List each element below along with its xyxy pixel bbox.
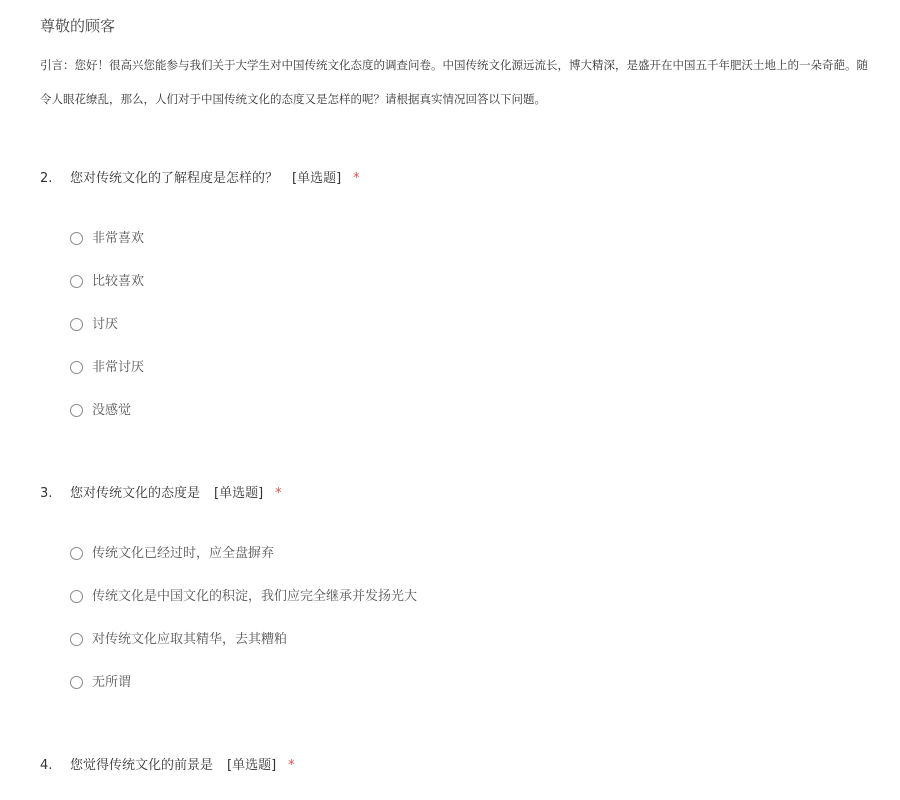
radio-option[interactable]	[70, 272, 144, 315]
question-2	[40, 169, 880, 418]
option-label[interactable]: 讨厌	[92, 317, 119, 332]
radio-option[interactable]	[70, 358, 144, 401]
options-list	[70, 229, 144, 444]
question-number: 3.	[40, 486, 53, 501]
question-text: 您对传统文化的态度是	[70, 486, 201, 501]
intro-text-line-2: 令人眼花缭乱，那么，人们对于中国传统文化的态度又是怎样的呢？请根据真实情况回答以下问题。	[40, 92, 546, 106]
radio-button[interactable]	[70, 232, 83, 245]
question-text: 您觉得传统文化的前景是	[70, 758, 214, 773]
radio-option[interactable]	[70, 587, 417, 630]
question-title	[40, 756, 880, 776]
question-title	[40, 169, 880, 189]
radio-button[interactable]	[70, 275, 83, 288]
radio-button[interactable]	[70, 633, 83, 646]
question-type: [单选题]	[227, 758, 277, 773]
options-list	[70, 544, 417, 716]
question-number: 2.	[40, 171, 53, 186]
question-3	[40, 484, 880, 690]
radio-button[interactable]	[70, 318, 83, 331]
radio-option[interactable]	[70, 544, 417, 587]
radio-option[interactable]	[70, 401, 144, 444]
option-label[interactable]: 非常讨厌	[92, 360, 145, 375]
question-title	[40, 484, 880, 504]
radio-option[interactable]	[70, 229, 144, 272]
option-label[interactable]: 传统文化是中国文化的积淀，我们应完全继承并发扬光大	[92, 589, 418, 604]
radio-option[interactable]	[70, 315, 144, 358]
radio-button[interactable]	[70, 361, 83, 374]
radio-button[interactable]	[70, 590, 83, 603]
option-label[interactable]: 没感觉	[92, 403, 132, 418]
question-4	[40, 756, 880, 776]
question-type: [单选题]	[292, 171, 342, 186]
required-mark: *	[353, 171, 360, 186]
required-mark: *	[288, 758, 295, 773]
required-mark: *	[275, 486, 282, 501]
intro-text-line-1: 引言：您好！很高兴您能参与我们关于大学生对中国传统文化态度的调查问卷。中国传统文化源远流长，博大精深，是盛开在中国五千年肥沃土地上的一朵奇葩。随	[40, 58, 868, 72]
option-label[interactable]: 非常喜欢	[92, 231, 145, 246]
radio-button[interactable]	[70, 404, 83, 417]
question-number: 4.	[40, 758, 53, 773]
option-label[interactable]: 传统文化已经过时，应全盘摒弃	[92, 546, 275, 561]
radio-option[interactable]	[70, 630, 417, 673]
radio-option[interactable]	[70, 673, 417, 716]
radio-button[interactable]	[70, 676, 83, 689]
radio-button[interactable]	[70, 547, 83, 560]
option-label[interactable]: 对传统文化应取其精华，去其糟粕	[92, 632, 288, 647]
question-type: [单选题]	[214, 486, 264, 501]
option-label[interactable]: 比较喜欢	[92, 274, 145, 289]
option-label[interactable]: 无所谓	[92, 675, 132, 690]
page-greeting: 尊敬的顾客	[40, 17, 116, 35]
question-text: 您对传统文化的了解程度是怎样的？	[70, 171, 279, 186]
